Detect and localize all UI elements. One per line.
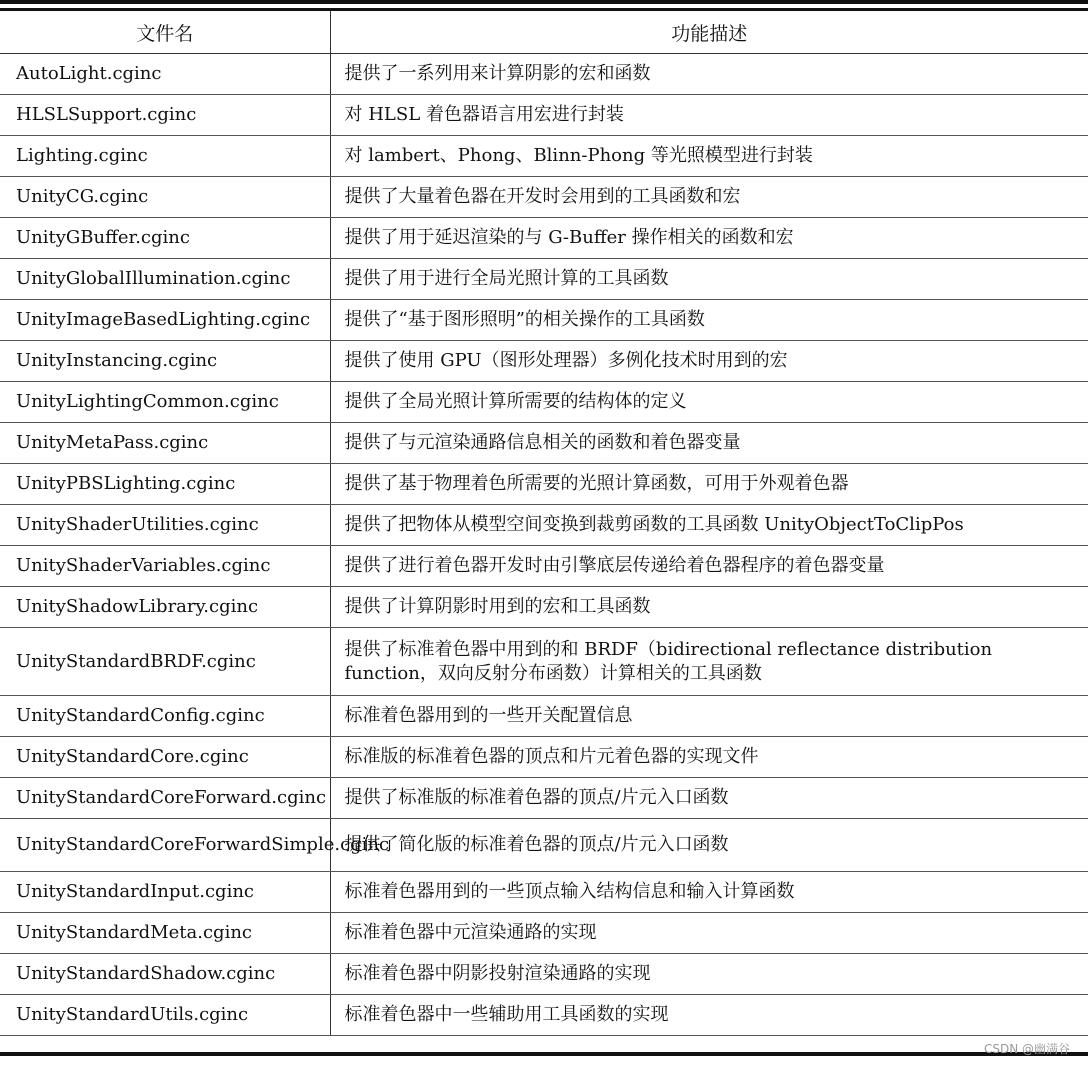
table-row xyxy=(0,995,1088,1036)
description-cell: 标准着色器用到的一些开关配置信息 xyxy=(330,696,1088,737)
description-cell: 提供了标准着色器中用到的和 BRDF（bidirectional reflectance distribution function，双向反射分布函数）计算相关的工具函数 xyxy=(330,628,1088,696)
header-description: 功能描述 xyxy=(330,11,1088,54)
description-cell: 提供了标准版的标准着色器的顶点/片元入口函数 xyxy=(330,778,1088,819)
table-row xyxy=(0,819,1088,872)
file-name-cell: UnityStandardMeta.cginc xyxy=(0,913,330,954)
header-filename: 文件名 xyxy=(0,11,330,54)
table-row xyxy=(0,546,1088,587)
file-name-cell: UnityShaderUtilities.cginc xyxy=(0,505,330,546)
table-row xyxy=(0,259,1088,300)
description-cell: 提供了计算阴影时用到的宏和工具函数 xyxy=(330,587,1088,628)
description-cell: 提供了“基于图形照明”的相关操作的工具函数 xyxy=(330,300,1088,341)
description-cell: 提供了大量着色器在开发时会用到的工具函数和宏 xyxy=(330,177,1088,218)
description-cell: 提供了用于进行全局光照计算的工具函数 xyxy=(330,259,1088,300)
file-name-cell: UnityCG.cginc xyxy=(0,177,330,218)
description-cell: 提供了一系列用来计算阴影的宏和函数 xyxy=(330,54,1088,95)
file-name-cell: UnityLightingCommon.cginc xyxy=(0,382,330,423)
description-cell: 标准着色器中阴影投射渲染通路的实现 xyxy=(330,954,1088,995)
file-name-cell: UnityStandardShadow.cginc xyxy=(0,954,330,995)
table-row xyxy=(0,587,1088,628)
watermark: CSDN @幽满谷 xyxy=(983,1042,1070,1056)
file-name-cell: UnityMetaPass.cginc xyxy=(0,423,330,464)
table-row xyxy=(0,778,1088,819)
table-row xyxy=(0,464,1088,505)
table-row xyxy=(0,913,1088,954)
description-cell: 提供了基于物理着色所需要的光照计算函数，可用于外观着色器 xyxy=(330,464,1088,505)
table-row xyxy=(0,218,1088,259)
table-body xyxy=(0,54,1088,1036)
table-row xyxy=(0,954,1088,995)
description-cell: 标准着色器中元渲染通路的实现 xyxy=(330,913,1088,954)
table-row xyxy=(0,300,1088,341)
description-cell: 提供了把物体从模型空间变换到裁剪函数的工具函数 UnityObjectToClipPos xyxy=(330,505,1088,546)
table-row xyxy=(0,872,1088,913)
table-row xyxy=(0,136,1088,177)
file-name-cell: AutoLight.cginc xyxy=(0,54,330,95)
table-row xyxy=(0,177,1088,218)
table-row xyxy=(0,628,1088,696)
file-name-cell: UnityStandardCoreForward.cginc xyxy=(0,778,330,819)
bottom-rule xyxy=(0,1052,1088,1056)
file-name-cell: HLSLSupport.cginc xyxy=(0,95,330,136)
table-row xyxy=(0,95,1088,136)
description-cell: 提供了全局光照计算所需要的结构体的定义 xyxy=(330,382,1088,423)
file-name-cell: Lighting.cginc xyxy=(0,136,330,177)
top-rule xyxy=(0,0,1088,4)
file-name-cell: UnityStandardConfig.cginc xyxy=(0,696,330,737)
file-name-cell: UnityShaderVariables.cginc xyxy=(0,546,330,587)
file-name-cell: UnityShadowLibrary.cginc xyxy=(0,587,330,628)
table-row xyxy=(0,737,1088,778)
description-cell: 提供了进行着色器开发时由引擎底层传递给着色器程序的着色器变量 xyxy=(330,546,1088,587)
description-cell: 提供了使用 GPU（图形处理器）多例化技术时用到的宏 xyxy=(330,341,1088,382)
description-cell: 提供了与元渲染通路信息相关的函数和着色器变量 xyxy=(330,423,1088,464)
table-row xyxy=(0,54,1088,95)
table-row xyxy=(0,423,1088,464)
table-row xyxy=(0,505,1088,546)
file-name-cell: UnityStandardCore.cginc xyxy=(0,737,330,778)
description-cell: 对 lambert、Phong、Blinn-Phong 等光照模型进行封装 xyxy=(330,136,1088,177)
header-row xyxy=(0,11,1088,54)
file-name-cell: UnityImageBasedLighting.cginc xyxy=(0,300,330,341)
table-row xyxy=(0,382,1088,423)
file-name-cell: UnityStandardUtils.cginc xyxy=(0,995,330,1036)
description-cell: 对 HLSL 着色器语言用宏进行封装 xyxy=(330,95,1088,136)
description-cell: 标准着色器用到的一些顶点输入结构信息和输入计算函数 xyxy=(330,872,1088,913)
file-name-cell: UnityGBuffer.cginc xyxy=(0,218,330,259)
description-cell: 标准版的标准着色器的顶点和片元着色器的实现文件 xyxy=(330,737,1088,778)
file-name-cell: UnityInstancing.cginc xyxy=(0,341,330,382)
description-cell: 提供了用于延迟渲染的与 G-Buffer 操作相关的函数和宏 xyxy=(330,218,1088,259)
description-cell: 标准着色器中一些辅助用工具函数的实现 xyxy=(330,995,1088,1036)
cginc-files-table xyxy=(0,11,1088,1036)
file-name-cell: UnityPBSLighting.cginc xyxy=(0,464,330,505)
file-name-cell: UnityStandardCoreForwardSimple.cginc xyxy=(0,819,330,872)
table-row xyxy=(0,696,1088,737)
description-cell: 提供了简化版的标准着色器的顶点/片元入口函数 xyxy=(330,819,1088,872)
file-name-cell: UnityGlobalIllumination.cginc xyxy=(0,259,330,300)
table-row xyxy=(0,341,1088,382)
file-name-cell: UnityStandardInput.cginc xyxy=(0,872,330,913)
file-name-cell: UnityStandardBRDF.cginc xyxy=(0,628,330,696)
